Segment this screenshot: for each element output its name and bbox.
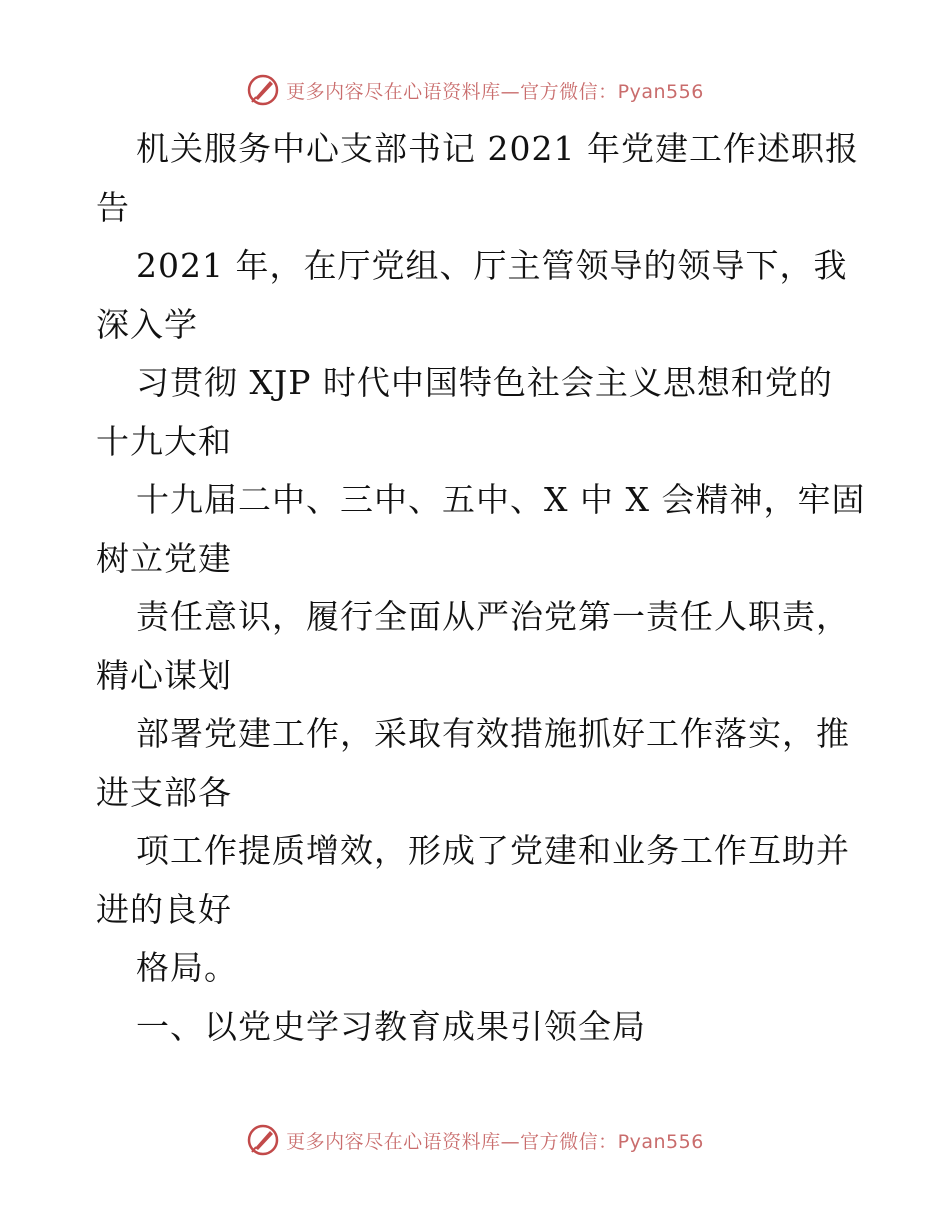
paragraph-line: 十九届二中、三中、五中、X 中 X 会精神，牢固: [136, 480, 866, 519]
paragraph-line: 精心谋划: [96, 655, 232, 695]
paragraph-line: 格局。: [136, 948, 238, 987]
watermark-text: 更多内容尽在心语资料库—官方微信：Pyan556: [286, 1130, 704, 1153]
paragraph-line: 责任意识，履行全面从严治党第一责任人职责，: [136, 597, 850, 636]
paragraph-line: 项工作提质增效，形成了党建和业务工作互助并: [136, 831, 850, 870]
paragraph-line: 进的良好: [96, 889, 232, 929]
paragraph-line: 进支部各: [96, 772, 232, 812]
document-body: [96, 120, 866, 1056]
watermark-text: 更多内容尽在心语资料库—官方微信：Pyan556: [286, 80, 704, 103]
paragraph-line: 部署党建工作，采取有效措施抓好工作落实，推: [136, 714, 850, 753]
paragraph-line: 2021 年，在厅党组、厅主管领导的领导下，我: [136, 246, 848, 285]
title-line: 机关服务中心支部书记 2021 年党建工作述职报: [136, 129, 859, 168]
quill-logo-icon: [246, 73, 280, 107]
paragraph-line: 习贯彻 XJP 时代中国特色社会主义思想和党的: [136, 363, 833, 402]
paragraph-line: 深入学: [96, 304, 198, 344]
paragraph-line: 树立党建: [96, 538, 232, 578]
title-line-wrap: 告: [96, 187, 130, 227]
watermark-footer: [0, 1120, 950, 1160]
paragraph-line: 十九大和: [96, 421, 232, 461]
quill-logo-icon: [246, 1123, 280, 1157]
watermark-header: [0, 70, 950, 110]
section-heading: 一、以党史学习教育成果引领全局: [136, 1006, 646, 1046]
